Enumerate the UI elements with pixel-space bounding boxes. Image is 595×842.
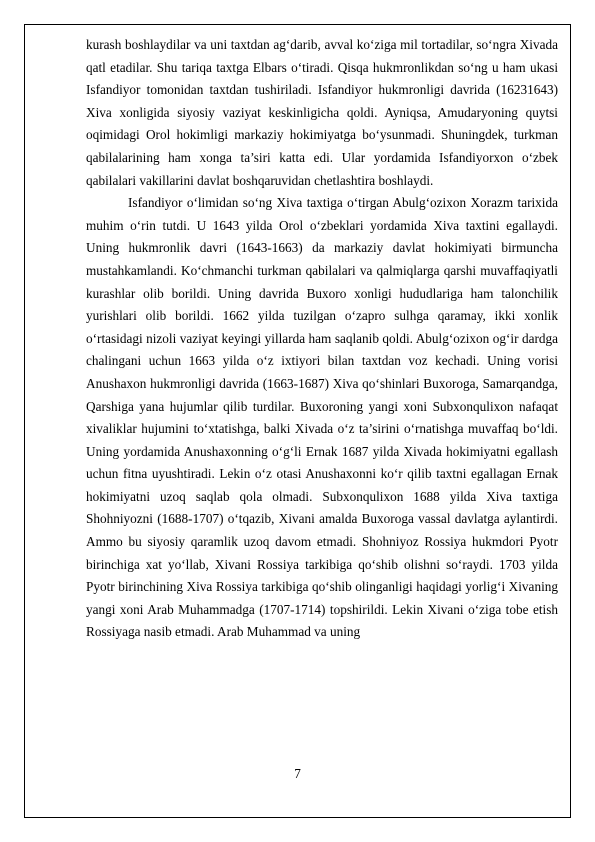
paragraph-2: Isfandiyor o‘limidan so‘ng Xiva taxtiga o‘tirgan Abulg‘ozixon Xorazm tarixida muhim o‘rin tutdi. U 1643 yilda Orol o‘zbeklari yordamida Xiva taxtini egallaydi. Uning hukmronlik davri (1643-1663) da markaziy davlat hokimiyati birmuncha mustahkamlandi. Ko‘chmanchi turkman qabilalari va qalmiqlarga qarshi muvaffaqiyatli kurashlar olib borildi. Uning davrida Buxoro xonligi hududlariga ham talonchilik yurishlari olib borildi. 1662 yilda tuzilgan o‘zapro sulhga qaramay, ikki xonlik o‘rtasidagi nizoli vaziyat keyingi yillarda ham saqlanib qoldi. Abulg‘ozixon og‘ir dardga chalingani uchun 1663 yilda o‘z ixtiyori bilan taxtdan voz kechadi. Uning vorisi Anushaxon hukmronligi davrida (1663-1687) Xiva qo‘shinlari Buxoroga, Samarqandga, Qarshiga yana hujumlar qilib turdilar. Buxoroning yangi xoni Subxonqulixon nafaqat xivaliklar hujumini to‘xtatishga, balki Xivada o‘z ta’sirini o‘rnatishga muvaffaq bo‘ldi. Uning yordamida Anushaxonning o‘g‘li Ernak 1687 yilda Xivada hokimiyatni egallash uchun fitna uyushtiradi. Lekin o‘z otasi Anushaxonni ko‘r qilib taxtni egallagan Ernak hokimiyatni uzoq saqlab qola olmadi. Subxonqulixon 1688 yilda Xiva taxtiga Shohniyozni (1688-1707) o‘tqazib, Xivani amalda Buxoroga vassal davlatga aylantirdi. Ammo bu siyosiy qaramlik uzoq davom etmadi. Shohniyoz Rossiya hukmdori Pyotr birinchiga xat yo‘llab, Xivani Rossiya tarkibiga qo‘shib olishni so‘raydi. 1703 yilda Pyotr birinchining Xiva Rossiya tarkibiga qo‘shib olinganligi haqidagi yorlig‘i Xivaning yangi xoni Arab Muhammadga (1707-1714) topshirildi. Lekin Xivani o‘ziga tobe etish Rossiyaga nasib etmadi. Arab Muhammad va uning [86,195,558,640]
paragraph-1: kurash boshlaydilar va uni taxtdan ag‘darib, avval ko‘ziga mil tortadilar, so‘ngra Xivada qatl etadilar. Shu tariqa taxtga Elbars o‘tiradi. Qisqa hukmronlikdan so‘ng u ham ukasi Isfandiyor tomonidan taxtdan tushiriladi. Isfandiyor hukmronligi davrida (16231643) Xiva xonligida siyosiy vaziyat keskinligicha qoldi. Ayniqsa, Amudaryoning quytsi oqimidagi Orol hokimligi markaziy hokimiyatga bo‘ysunmadi. Shuningdek, turkman qabilalarining ham xonga ta’siri katta edi. Ular yordamida Isfandiyorxon o‘zbek qabilalari vakillarini davlat boshqaruvidan chetlashtira boshlaydi. [86,37,558,188]
page-number: 7 [294,766,301,781]
document-body [86,34,558,644]
